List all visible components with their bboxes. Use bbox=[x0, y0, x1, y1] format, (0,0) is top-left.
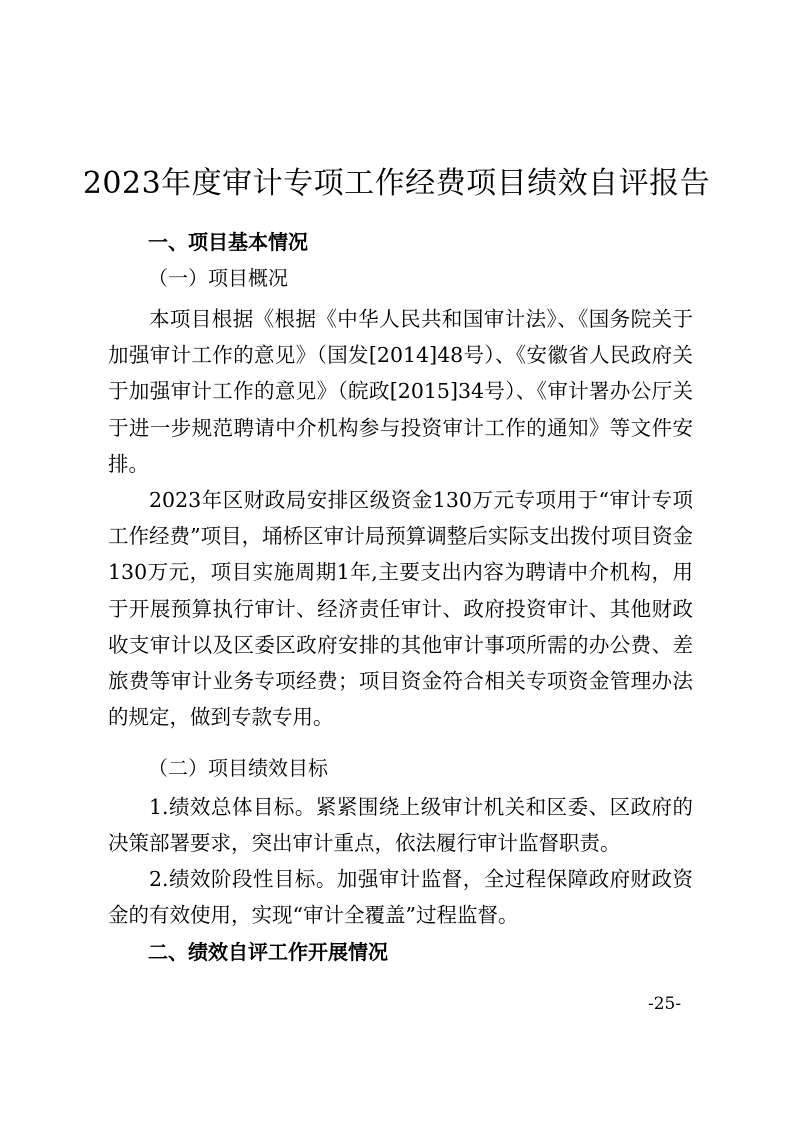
subsection-heading-overview: （一）项目概况 bbox=[148, 266, 288, 290]
paragraph-funding: 2023年区财政局安排区级资金130万元专项用于“审计专项工作经费”项目，埇桥区审计局预算调整后实际支出拨付项目资金130万元，项目实施周期1年,主要支出内容为聘请中介机构，用于开展预算执行审计、经济责任审计、政府投资审计、其他财政收支审计以及区委区政府安排的其他审计事项所需的办公费、差旅费等审计业务专项经费；项目资金符合相关专项资金管理办法的规定，做到专款专用。 bbox=[108, 488, 693, 730]
page-number: -25- bbox=[648, 994, 682, 1014]
paragraph-phase-goal: 2.绩效阶段性目标。加强审计监督，全过程保障政府财政资金的有效使用，实现“审计全覆盖”过程监督。 bbox=[108, 867, 693, 928]
paragraph-overall-goal: 1.绩效总体目标。紧紧围绕上级审计机关和区委、区政府的决策部署要求，突出审计重点，依法履行审计监督职责。 bbox=[108, 795, 693, 856]
subsection-heading-performance-goals: （二）项目绩效目标 bbox=[148, 756, 328, 780]
section-heading-basic-info: 一、项目基本情况 bbox=[148, 230, 308, 254]
section-heading-self-evaluation: 二、绩效自评工作开展情况 bbox=[148, 940, 388, 964]
document-title: 2023年度审计专项工作经费项目绩效自评报告 bbox=[82, 166, 711, 201]
paragraph-basis: 本项目根据《根据《中华人民共和国审计法》、《国务院关于加强审计工作的意见》（国发[2014]48号）、《安徽省人民政府关于加强审计工作的意见》（皖政[2015]34号）、《审计署办公厅关于进一步规范聘请中介机构参与投资审计工作的通知》等文件安排。 bbox=[108, 307, 693, 476]
